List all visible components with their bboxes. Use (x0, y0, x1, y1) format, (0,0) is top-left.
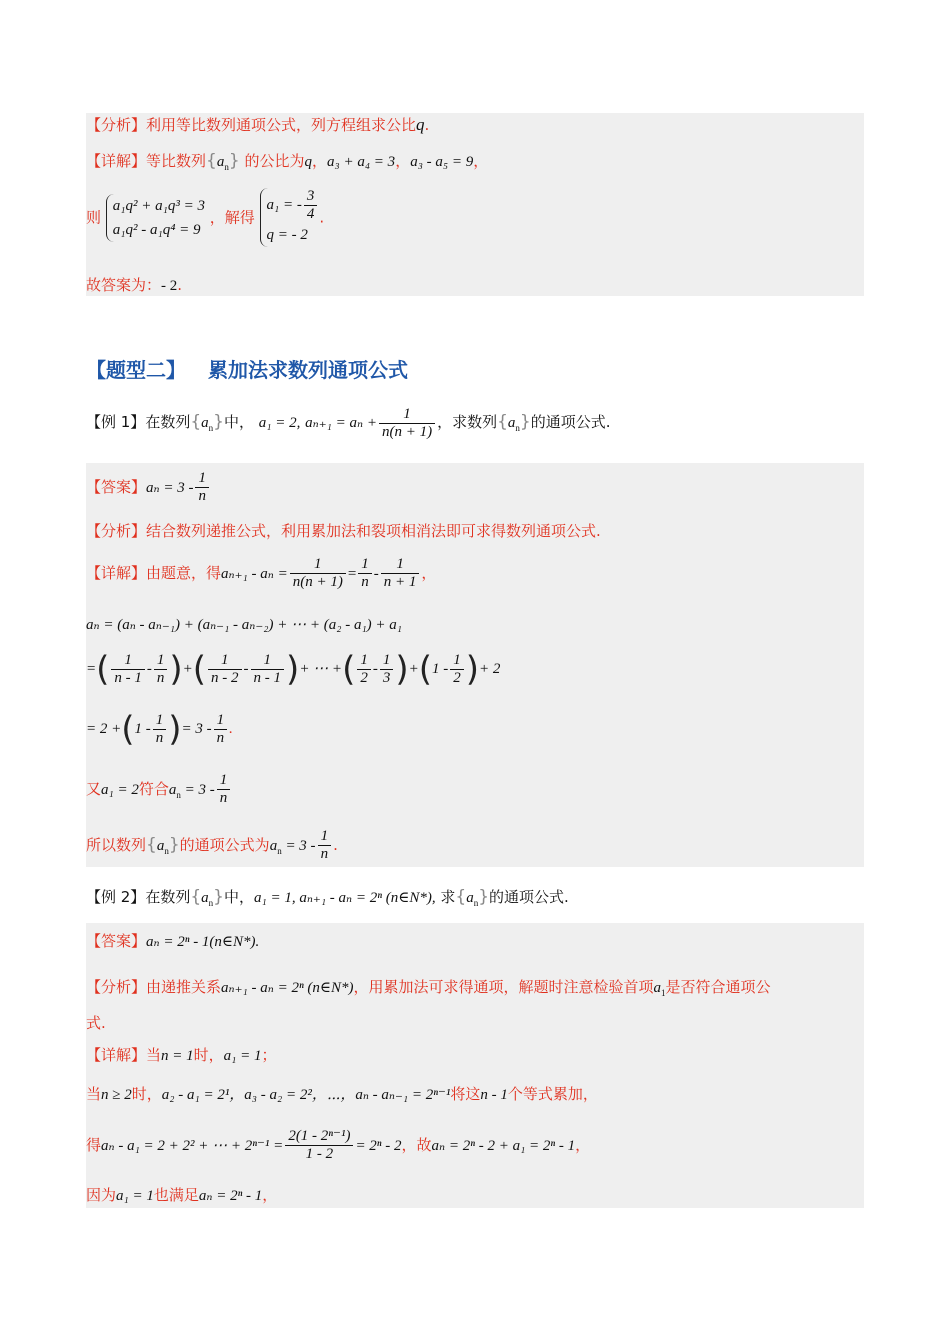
solution-system (260, 188, 320, 247)
period: . (177, 276, 183, 294)
paren: ( (192, 649, 207, 690)
den: n - 2 (208, 669, 242, 687)
equation-system (106, 194, 205, 242)
den: 1 - 2 (285, 1145, 353, 1163)
example-tag: 【例 2】 (86, 888, 146, 906)
simplify-line (86, 709, 233, 750)
num: 1 (320, 828, 329, 844)
den: n (195, 487, 209, 505)
telescoping-line: aₙ = (aₙ - aₙ₋₁) + (aₙ₋₁ - aₙ₋₂) + ⋯ + (a₂ - a₁) + a₁ (86, 617, 403, 633)
tail: + 2 (479, 660, 501, 677)
num: 1 (221, 652, 229, 668)
brace: { (497, 411, 508, 432)
condition: a₁ = 1, aₙ₊₁ - aₙ = 2ⁿ (n∈N*), (254, 890, 436, 906)
fenxi-line (86, 976, 771, 1004)
den: n - 1 (251, 669, 285, 687)
detail-line-2 (86, 1083, 598, 1106)
fenxi-text: 结合数列递推公式，利用累加法和裂项相消法即可求得数列通项公式. (146, 522, 601, 540)
formula: aₙ₊₁ - aₙ = 2ⁿ (n∈N*) (221, 980, 354, 996)
text: 中， (223, 412, 254, 431)
formula: $a_n = 3$ - (168, 782, 215, 800)
condition: a₁ = 2 (101, 782, 139, 798)
minus: - (373, 566, 379, 582)
brace: { (146, 835, 157, 855)
num: 1 (361, 556, 369, 572)
text: 个等式累加， (507, 1085, 598, 1103)
fenxi-tag: 【分析】 (86, 116, 147, 134)
num: 1 (360, 652, 368, 668)
period: . (319, 208, 325, 227)
answer-lhs: aₙ = 3 - (146, 480, 194, 496)
num: 1 (403, 406, 411, 422)
example-tag: 【例 1】 (86, 412, 146, 431)
den: n (318, 845, 332, 863)
part-b: = 3 - (181, 720, 212, 737)
text: 因为 (86, 1186, 117, 1204)
paren: ) (395, 649, 409, 690)
answer-tag: 【答案】 (86, 478, 147, 496)
fraction (153, 712, 167, 747)
brace: { (190, 411, 202, 432)
fraction (208, 652, 242, 687)
detail-line-1 (86, 1044, 277, 1067)
text: 求 (440, 888, 456, 906)
text: 将这 (450, 1085, 481, 1103)
result: aₙ = 2ⁿ - 1 (198, 1188, 263, 1204)
paren: ( (121, 709, 135, 750)
comma: ， (311, 152, 327, 170)
fraction (380, 652, 394, 687)
den: n (154, 669, 168, 687)
xiangjie-tag: 【详解】 (86, 152, 147, 170)
text: 的通项公式. (530, 412, 611, 431)
num: 1 (263, 652, 272, 668)
num: 1 (124, 652, 132, 668)
answer: aₙ = 2ⁿ - 1(n∈N*). (146, 934, 260, 950)
fraction (217, 772, 231, 807)
detail-line-4 (86, 1184, 277, 1207)
sol-2: q = - 2 (266, 227, 308, 243)
ze: 则 (86, 208, 102, 227)
num: 1 (453, 652, 461, 668)
brace: } (213, 887, 224, 907)
text: 又 (86, 780, 102, 798)
section-heading: 累加法求数列通项公式 (208, 358, 408, 382)
xiangjie-text: 由题意，得 (146, 564, 222, 582)
an-symbol: $a_n$ (156, 838, 169, 856)
one: 1 - (431, 660, 449, 677)
answer-value: - 2 (161, 278, 178, 294)
brace: } (228, 151, 240, 171)
eq: = (347, 566, 357, 582)
an-symbol: $a_n$ (201, 890, 214, 908)
text: 得 (86, 1136, 102, 1154)
text: 等比数列 (146, 152, 207, 170)
step-1-lhs: aₙ₊₁ - aₙ = (221, 566, 288, 582)
system-line (86, 188, 324, 247)
fraction (251, 652, 285, 687)
den: 4 (304, 205, 318, 223)
text: 时， (131, 1085, 162, 1103)
den: 2 (450, 669, 464, 687)
q-symbol: q (416, 115, 425, 134)
text: 是否符合通项公 (665, 978, 771, 996)
num: 3 (306, 188, 315, 204)
fenxi-line (86, 114, 429, 136)
condition: a₁ = 1 (116, 1188, 154, 1204)
sol-1 (267, 188, 320, 223)
comma: ， (421, 564, 437, 582)
detail-line-3 (86, 1128, 590, 1163)
comma: ， (473, 152, 489, 170)
fenxi-tag: 【分析】 (86, 978, 147, 996)
num: 1 (216, 712, 225, 728)
fraction (357, 652, 371, 687)
paren: ( (96, 649, 110, 690)
den: n + 1 (381, 573, 420, 591)
count: n - 1 (480, 1087, 508, 1103)
period: . (333, 836, 338, 854)
result: a₁ = 1 (223, 1048, 262, 1064)
a1-symbol: $a_1$ (653, 980, 666, 998)
num: 1 (198, 470, 206, 486)
fraction (318, 828, 332, 863)
jiede: ，解得 (209, 208, 255, 227)
text: 符合 (138, 780, 169, 798)
eq-2: a₁q² - a₁q⁴ = 9 (112, 221, 201, 238)
partial-fractions-line: =( $\frac{1}{n - 1}$ - $\frac{1}{n}$ )+( $\frac{1}{n - 2}$ - $\frac{1}{n - 1}$ )+ ⋯ +( $\frac{1}{2}$ - $\frac{1}{3}$ )+(1 - $\frac{1}{2}$ )+ 2 (86, 649, 501, 690)
num: 1 (382, 652, 391, 668)
paren: ( (418, 649, 432, 690)
text: ，用累加法可求得通项，解题时注意检验首项 (353, 978, 654, 996)
section-label: 【题型二】 (86, 358, 186, 382)
den: 3 (380, 669, 394, 687)
fraction (290, 556, 346, 591)
q-symbol: q (304, 154, 312, 170)
text: 在数列 (145, 412, 191, 431)
comma: ， (395, 152, 411, 170)
num: 1 (219, 772, 228, 788)
den: n(n + 1) (379, 423, 435, 441)
text: 时， (193, 1046, 224, 1064)
paren: ) (286, 649, 300, 690)
fenxi-line (86, 520, 601, 542)
den: n(n + 1) (290, 573, 346, 591)
period: . (229, 720, 233, 737)
condition: n = 1 (161, 1048, 194, 1064)
fraction (304, 188, 318, 223)
paren: ) (465, 649, 479, 690)
fraction (214, 712, 228, 747)
rec-lhs: aₙ₊₁ = aₙ + (305, 414, 377, 431)
num: 1 (396, 556, 404, 572)
text: 的通项公式为 (179, 836, 270, 854)
xiangjie-tag: 【详解】 (86, 564, 147, 582)
text: 中， (223, 888, 254, 906)
den: n (214, 729, 228, 747)
given-1: a₃ + a₄ = 3 (327, 154, 396, 170)
brace: } (168, 835, 180, 855)
recurrence (305, 406, 437, 440)
den: n - 1 (111, 669, 145, 687)
sol-1-lhs: a₁ = - (266, 196, 302, 213)
text: ，故 (401, 1136, 432, 1154)
semicolon: ； (261, 1046, 277, 1064)
num: 1 (156, 652, 165, 668)
text: 式. (86, 1014, 106, 1032)
num: 1 (155, 712, 164, 728)
an-symbol: $a_n$ (201, 414, 214, 433)
comma: ， (262, 1186, 278, 1204)
fraction (381, 556, 420, 591)
answer-line (86, 930, 259, 953)
text: 的公比为 (244, 152, 305, 170)
brace: { (190, 887, 202, 907)
initial-condition: a₁ = 2, (258, 414, 301, 431)
xiangjie-line (86, 556, 436, 591)
text: 当 (86, 1085, 102, 1103)
example-2-question (86, 886, 569, 914)
fenxi-line-cont (86, 1012, 106, 1034)
section-title (86, 354, 430, 383)
text: 所以数列 (86, 836, 147, 854)
xiangjie-tag: 【详解】 (86, 1046, 147, 1064)
num: 2(1 - 2ⁿ⁻¹) (288, 1128, 351, 1144)
paren: ) (168, 709, 182, 750)
check-line (86, 772, 232, 807)
an-symbol: $a_n$ (216, 154, 229, 172)
fraction (154, 652, 168, 687)
brace: } (478, 887, 490, 907)
paren: ( (342, 649, 356, 690)
brace: } (213, 411, 224, 432)
answer-line (86, 470, 211, 505)
brace: { (206, 151, 217, 171)
answer-prefix: 故答案为： (86, 276, 162, 294)
sum-lhs: aₙ - a₁ = 2 + 2² + ⋯ + 2ⁿ⁻¹ = (101, 1138, 284, 1154)
text: 当 (146, 1046, 162, 1064)
brace: } (519, 411, 531, 432)
period: . (424, 116, 430, 134)
answer-tag: 【答案】 (86, 932, 147, 950)
conclusion-line (86, 828, 338, 863)
text: 由递推关系 (146, 978, 222, 996)
fraction (195, 470, 209, 505)
fenxi-text: 利用等比数列通项公式，列方程组求公比 (146, 116, 417, 134)
given-2: a₃ - a₅ = 9 (410, 154, 474, 170)
fraction (285, 1128, 353, 1163)
fraction (111, 652, 145, 687)
fraction (379, 406, 435, 441)
eq: = (86, 660, 97, 677)
fraction (358, 556, 372, 591)
text: 在数列 (145, 888, 191, 906)
den: n (358, 573, 372, 591)
equations: a₂ - a₁ = 2¹，a₃ - a₂ = 2²，⋯，aₙ - aₙ₋₁ = 2ⁿ⁻¹ (161, 1087, 451, 1103)
brace: { (455, 887, 467, 907)
comma: ， (575, 1136, 591, 1154)
condition: n ≥ 2 (101, 1087, 132, 1103)
an-symbol: $a_n$ (466, 890, 479, 908)
formula: $a_n = 3$ - (269, 838, 316, 856)
an-symbol: $a_n$ (507, 414, 520, 433)
text: 的通项公式. (489, 888, 569, 906)
result: aₙ = 2ⁿ - 2 + a₁ = 2ⁿ - 1 (431, 1138, 576, 1154)
den: n (153, 729, 167, 747)
part-a: = 2 + (86, 720, 122, 737)
fenxi-tag: 【分析】 (86, 522, 147, 540)
sum-rhs: = 2ⁿ - 2 (355, 1138, 402, 1154)
num: 1 (314, 556, 322, 572)
example-1-question (86, 406, 611, 441)
fraction (450, 652, 464, 687)
xiangjie-line (86, 150, 488, 178)
text: ，求数列 (437, 412, 498, 431)
den: n (217, 789, 231, 807)
eq-1: a₁q² + a₁q³ = 3 (112, 197, 205, 214)
text: 也满足 (153, 1186, 199, 1204)
paren: ) (169, 649, 183, 690)
one: 1 - (134, 720, 151, 737)
answer-line (86, 274, 182, 297)
den: 2 (357, 669, 371, 687)
